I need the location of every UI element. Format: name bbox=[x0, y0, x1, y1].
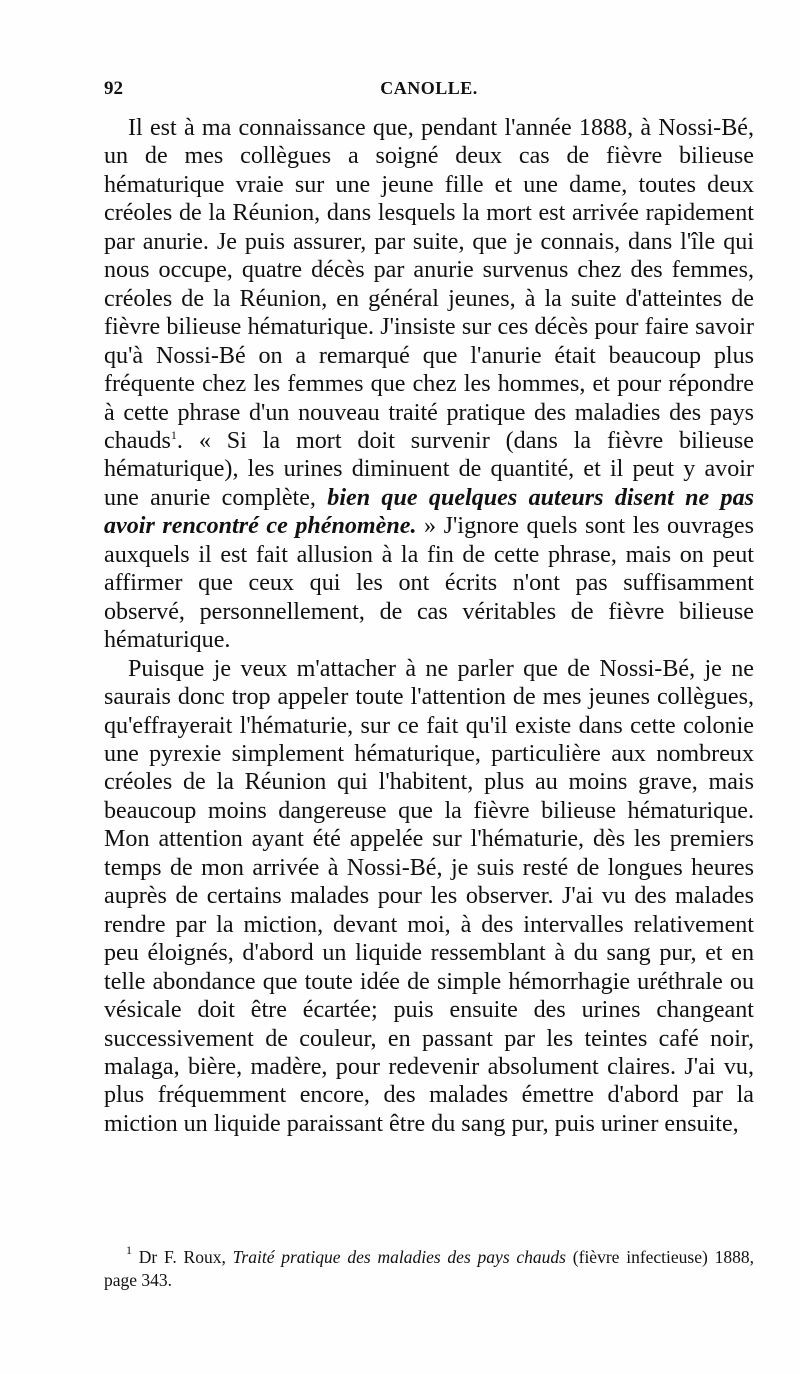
footnote-title: Traité pratique des maladies des pays chauds bbox=[232, 1247, 566, 1267]
page-number: 92 bbox=[104, 78, 123, 99]
running-head: CANOLLE. bbox=[380, 78, 478, 98]
footnote-mark: 1 bbox=[126, 1243, 132, 1257]
footnote-author: Dr F. Roux, bbox=[138, 1247, 233, 1267]
page-header bbox=[104, 78, 754, 104]
paragraph-text: Il est à ma connaissance que, pendant l'année 1888, à Nossi-Bé, un de mes collègues a soigné deux cas de fièvre bilieuse hématurique vraie sur une jeune fille et une dame, toutes deux créoles de la Réunion, dans lesquels la mort est arrivée rapidement par anurie. Je puis assurer, par suite, que je connais, dans l'île qui nous occupe, quatre décès par anurie survenus chez des femmes, créoles de la Réunion, en général jeunes, à la suite d'atteintes de fièvre bilieuse hématurique. J'insiste sur ces décès pour faire savoir qu'à Nossi-Bé on a remarqué que l'anurie était beaucoup plus fréquente chez les femmes que chez les hommes, et pour répondre à cette phrase d'un nouveau traité pratique des maladies des pays chauds bbox=[104, 115, 754, 454]
paragraph-text: Puisque je veux m'attacher à ne parler que de Nossi-Bé, je ne saurais donc trop appeler toute l'attention de mes jeunes collègues, qu'effrayerait l'hématurie, sur ce fait qu'il existe dans cette colonie une pyrexie simplement hématurique, particulière aux nombreux créoles de la Réunion qui l'habitent, plus au moins grave, mais beaucoup moins dangereuse que la fièvre bilieuse hématurique. Mon attention ayant été appelée sur l'hématurie, dès les premiers temps de mon arrivée à Nossi-Bé, je suis resté de longues heures auprès de certains malades pour les observer. J'ai vu des malades rendre par la miction, devant moi, à des intervalles relativement peu éloignés, d'abord un liquide ressemblant à du sang pur, et en telle abondance que toute idée de simple hémorrhagie uréthrale ou vésicale doit être écartée; puis ensuite des urines changeant successivement de couleur, en passant par les teintes café noir, malaga, bière, madère, pour redevenir absolument claires. J'ai vu, plus fréquemment encore, des malades émettre d'abord par la miction un liquide paraissant être du sang pur, puis uriner ensuite, bbox=[104, 655, 754, 1137]
body-text bbox=[104, 114, 754, 1138]
paragraph-text: . « Si la mort doit survenir (dans la fièvre bilieuse hématurique), les urines diminuent de quantité, et il peut y avoir une anurie complète, bbox=[104, 427, 754, 511]
footnote-details: (fièvre infectieuse) 1888, page 343. bbox=[104, 1247, 754, 1290]
paragraph bbox=[104, 114, 754, 655]
italic-quote: bien que quelques auteurs disent ne pas avoir rencontré ce phénomène. bbox=[104, 484, 754, 540]
paragraph bbox=[104, 655, 754, 1139]
footnote bbox=[104, 1243, 754, 1292]
footnote-reference: 1 bbox=[170, 427, 177, 442]
paragraph-text: » J'ignore quels sont les ouvrages auxquels il est fait allusion à la fin de cette phrase, mais on peut affirmer que ceux qui les ont écrits n'ont pas suffisamment observé, personnellement, de cas véritables de fièvre bilieuse hématurique. bbox=[104, 513, 754, 654]
